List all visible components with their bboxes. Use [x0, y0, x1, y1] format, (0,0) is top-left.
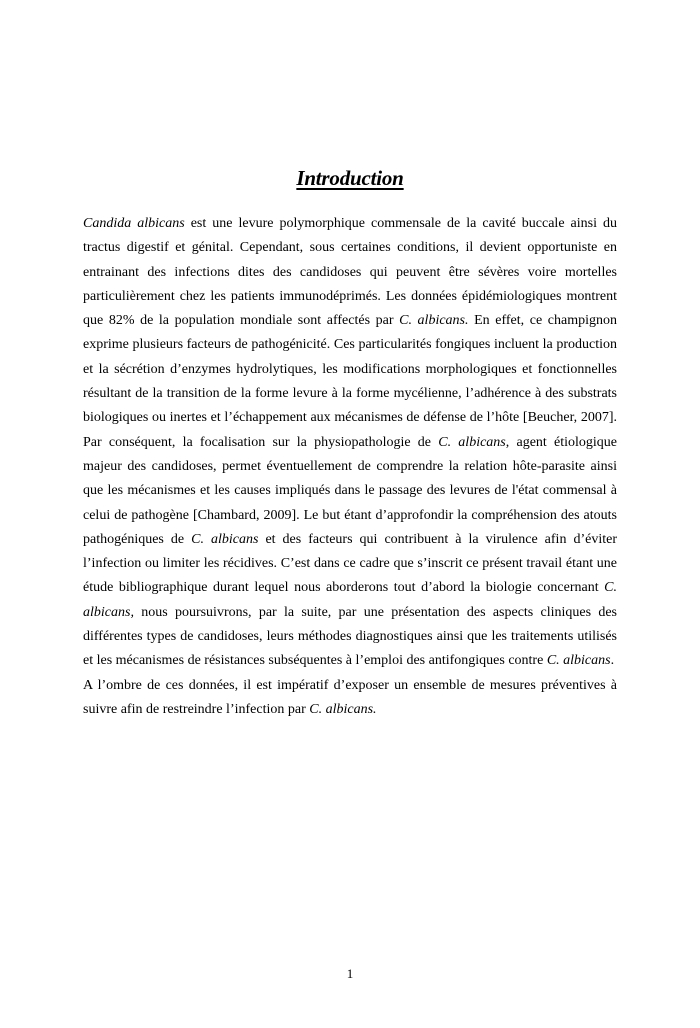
page-number: 1	[346, 966, 354, 981]
text-span: A l’ombre de ces données, il est impératif d’exposer un ensemble de mesures préventives à suivre afin de restreindre l’infection par	[83, 677, 617, 717]
species-name: C. albicans.	[399, 313, 469, 329]
text-span: est une levure polymorphique commensale de la cavité buccale ainsi du tractus digestif et génital. Cependant, sous certaines conditions, il devient opportuniste en entrainant des infections dites des candidoses qui peuvent être sévères voire mortelles particulièrement chez les patients immunodéprimés. Les données épidémiologiques montrent que 82% de la population mondiale sont affectés par	[83, 216, 618, 329]
species-name: C. albicans	[191, 531, 259, 547]
paragraph-intro	[83, 212, 617, 674]
page-title: Introduction	[296, 166, 404, 190]
body-text	[83, 212, 617, 722]
text-span: En effet, ce champignon exprime plusieurs facteurs de pathogénicité. Ces particularités fongiques incluent la production et la sécrétion d’enzymes hydrolytiques, les modifications morphologiques et fonctionnelles résultant de la transition de la forme levure à la forme mycélienne, l’adhérence à des substrats biologiques ou inertes et l’échappement aux mécanismes de défense de l’hôte [Beucher, 2007]. Par conséquent, la focalisation sur la physiopathologie de	[83, 313, 617, 450]
species-name: C. albicans	[546, 653, 611, 669]
text-span: nous poursuivrons, par la suite, par une présentation des aspects cliniques des différentes types de candidoses, leurs méthodes diagnostiques ainsi que les traitements utilisés et les mécanismes de résistances subséquentes à l’emploi des antifongiques contre	[83, 604, 617, 669]
paragraph-conclusion	[83, 674, 617, 723]
species-name: C. albicans.	[309, 701, 377, 717]
species-name: C. albicans	[438, 434, 506, 450]
species-name: Candida albicans	[83, 216, 185, 231]
text-span: .	[610, 653, 615, 669]
text-span: , agent étiologique majeur des candidoses, permet éventuellement de comprendre la relation hôte-parasite ainsi que les mécanismes et les causes impliqués dans le passage des levures de l'état commensal à celui de pathogène [Chambard, 2009]. Le but étant d’approfondir la compréhension des atouts pathogéniques de	[83, 434, 618, 547]
text-span: et des facteurs qui contribuent à la virulence afin d’éviter l’infection ou limiter les récidives. C’est dans ce cadre que s’inscrit ce présent travail étant une étude bibliographique durant lequel nous aborderons tout d’abord la biologie concernant	[83, 531, 617, 596]
species-name: C. albicans,	[83, 580, 617, 620]
